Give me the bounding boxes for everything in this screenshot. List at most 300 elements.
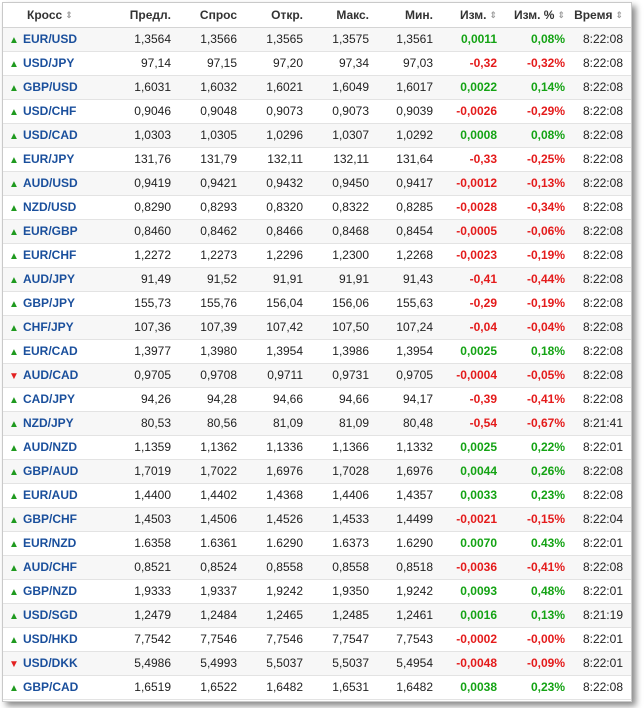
bid-cell: 7,7542 <box>109 627 179 651</box>
pair-cell <box>3 411 109 435</box>
open-cell: 7,7546 <box>245 627 311 651</box>
table-row <box>3 507 631 531</box>
time-cell: 8:22:08 <box>573 387 631 411</box>
time-cell: 8:22:08 <box>573 51 631 75</box>
table-header-row <box>3 3 631 27</box>
ask-cell: 0,9421 <box>179 171 245 195</box>
high-cell: 81,09 <box>311 411 377 435</box>
pair-cell <box>3 291 109 315</box>
pair-link[interactable]: EUR/CHF <box>23 248 77 262</box>
change-cell: -0,54 <box>441 411 505 435</box>
change-cell: -0,0048 <box>441 651 505 675</box>
pair-link[interactable]: USD/CHF <box>23 104 77 118</box>
bid-cell: 5,4986 <box>109 651 179 675</box>
change-pct-cell: -0,05% <box>505 363 573 387</box>
low-cell: 0,9417 <box>377 171 441 195</box>
ask-cell: 155,76 <box>179 291 245 315</box>
bid-cell: 91,49 <box>109 267 179 291</box>
table-row <box>3 243 631 267</box>
table-row <box>3 627 631 651</box>
currency-rates-table <box>3 3 631 700</box>
bid-cell: 80,53 <box>109 411 179 435</box>
header-change-pct-label: Изм. % <box>513 7 555 22</box>
pair-cell <box>3 579 109 603</box>
open-cell: 1,6482 <box>245 675 311 699</box>
high-cell: 97,34 <box>311 51 377 75</box>
low-cell: 107,24 <box>377 315 441 339</box>
low-cell: 0,9039 <box>377 99 441 123</box>
table-row <box>3 51 631 75</box>
ask-cell: 1,2484 <box>179 603 245 627</box>
header-bid[interactable] <box>109 3 179 27</box>
pair-link[interactable]: NZD/USD <box>23 200 77 214</box>
open-cell: 1,4368 <box>245 483 311 507</box>
time-cell: 8:22:08 <box>573 675 631 699</box>
bid-cell: 0,8521 <box>109 555 179 579</box>
change-pct-cell: 0,26% <box>505 459 573 483</box>
pair-link[interactable]: GBP/AUD <box>23 464 79 478</box>
time-cell: 8:22:01 <box>573 627 631 651</box>
time-cell: 8:22:08 <box>573 483 631 507</box>
ask-cell: 1,6522 <box>179 675 245 699</box>
arrow-up-icon: ▲ <box>9 563 19 574</box>
low-cell: 1,6976 <box>377 459 441 483</box>
pair-link[interactable]: USD/CAD <box>23 128 78 142</box>
pair-cell <box>3 243 109 267</box>
bid-cell: 1,1359 <box>109 435 179 459</box>
bid-cell: 1,4400 <box>109 483 179 507</box>
header-low-label: Мин. <box>405 7 433 22</box>
change-pct-cell: -0,34% <box>505 195 573 219</box>
table-row <box>3 123 631 147</box>
sort-arrows-icon[interactable]: ⇕ <box>615 9 623 20</box>
ask-cell: 0,8462 <box>179 219 245 243</box>
ask-cell: 0,9708 <box>179 363 245 387</box>
high-cell: 1,4533 <box>311 507 377 531</box>
arrow-up-icon: ▲ <box>9 203 19 214</box>
arrow-up-icon: ▲ <box>9 275 19 286</box>
pair-link[interactable]: USD/DKK <box>23 656 78 670</box>
bid-cell: 1,4503 <box>109 507 179 531</box>
bid-cell: 1,6519 <box>109 675 179 699</box>
pair-cell <box>3 627 109 651</box>
pair-cell <box>3 27 109 51</box>
ask-cell: 1.6361 <box>179 531 245 555</box>
arrow-down-icon: ▼ <box>9 371 19 382</box>
pair-link[interactable]: GBP/CHF <box>23 512 77 526</box>
change-cell: 0,0093 <box>441 579 505 603</box>
open-cell: 1,6976 <box>245 459 311 483</box>
high-cell: 1,6531 <box>311 675 377 699</box>
high-cell: 1,1366 <box>311 435 377 459</box>
pair-cell <box>3 603 109 627</box>
time-cell: 8:22:01 <box>573 651 631 675</box>
pair-link[interactable]: GBP/JPY <box>23 296 76 310</box>
pair-link[interactable]: EUR/AUD <box>23 488 78 502</box>
bid-cell: 97,14 <box>109 51 179 75</box>
pair-link[interactable]: CHF/JPY <box>23 320 74 334</box>
pair-cell <box>3 483 109 507</box>
pair-cell <box>3 123 109 147</box>
open-cell: 132,11 <box>245 147 311 171</box>
high-cell: 0,8322 <box>311 195 377 219</box>
table-row <box>3 555 631 579</box>
high-cell: 1,6049 <box>311 75 377 99</box>
change-pct-cell: -0,41% <box>505 555 573 579</box>
low-cell: 97,03 <box>377 51 441 75</box>
time-cell: 8:22:01 <box>573 531 631 555</box>
ask-cell: 1,6032 <box>179 75 245 99</box>
pair-link[interactable]: GBP/USD <box>23 80 78 94</box>
table-row <box>3 27 631 51</box>
ask-cell: 1,7022 <box>179 459 245 483</box>
change-pct-cell: -0,44% <box>505 267 573 291</box>
arrow-up-icon: ▲ <box>9 467 19 478</box>
header-bid-label: Предл. <box>129 7 171 22</box>
time-cell: 8:22:08 <box>573 147 631 171</box>
table-row <box>3 675 631 699</box>
change-cell: 0,0025 <box>441 339 505 363</box>
high-cell: 0,9731 <box>311 363 377 387</box>
high-cell: 91,91 <box>311 267 377 291</box>
header-pair[interactable] <box>3 3 109 27</box>
bid-cell: 1,2272 <box>109 243 179 267</box>
high-cell: 1,3575 <box>311 27 377 51</box>
table-row <box>3 267 631 291</box>
low-cell: 1,1332 <box>377 435 441 459</box>
ask-cell: 94,28 <box>179 387 245 411</box>
change-cell: -0,0002 <box>441 627 505 651</box>
bid-cell: 1,6031 <box>109 75 179 99</box>
time-cell: 8:22:08 <box>573 195 631 219</box>
high-cell: 1,2485 <box>311 603 377 627</box>
time-cell: 8:22:08 <box>573 339 631 363</box>
pair-link[interactable]: GBP/NZD <box>23 584 77 598</box>
open-cell: 0,9432 <box>245 171 311 195</box>
low-cell: 0,8454 <box>377 219 441 243</box>
time-cell: 8:22:08 <box>573 171 631 195</box>
open-cell: 107,42 <box>245 315 311 339</box>
change-cell: -0,0028 <box>441 195 505 219</box>
low-cell: 94,17 <box>377 387 441 411</box>
change-pct-cell: 0,23% <box>505 675 573 699</box>
bid-cell: 94,26 <box>109 387 179 411</box>
open-cell: 0,8558 <box>245 555 311 579</box>
header-high[interactable] <box>311 3 377 27</box>
change-pct-cell: 0,08% <box>505 27 573 51</box>
change-pct-cell: -0,00% <box>505 627 573 651</box>
change-pct-cell: -0,25% <box>505 147 573 171</box>
low-cell: 0,8518 <box>377 555 441 579</box>
high-cell: 1.6373 <box>311 531 377 555</box>
low-cell: 1,6017 <box>377 75 441 99</box>
table-row <box>3 603 631 627</box>
change-pct-cell: 0,48% <box>505 579 573 603</box>
arrow-up-icon: ▲ <box>9 539 19 550</box>
pair-cell <box>3 195 109 219</box>
bid-cell: 0,8290 <box>109 195 179 219</box>
pair-link[interactable]: EUR/NZD <box>23 536 77 550</box>
open-cell: 91,91 <box>245 267 311 291</box>
time-cell: 8:22:08 <box>573 291 631 315</box>
low-cell: 1,4357 <box>377 483 441 507</box>
change-pct-cell: -0,32% <box>505 51 573 75</box>
change-pct-cell: 0,14% <box>505 75 573 99</box>
open-cell: 1,2296 <box>245 243 311 267</box>
pair-link[interactable]: AUD/JPY <box>23 272 76 286</box>
sort-arrows-icon[interactable]: ⇕ <box>65 9 73 20</box>
change-cell: -0,04 <box>441 315 505 339</box>
change-cell: 0,0011 <box>441 27 505 51</box>
change-cell: -0,29 <box>441 291 505 315</box>
pair-cell <box>3 339 109 363</box>
ask-cell: 91,52 <box>179 267 245 291</box>
header-change[interactable] <box>441 3 505 27</box>
time-cell: 8:21:41 <box>573 411 631 435</box>
change-pct-cell: -0,15% <box>505 507 573 531</box>
high-cell: 1,7028 <box>311 459 377 483</box>
header-ask[interactable] <box>179 3 245 27</box>
ask-cell: 1,4506 <box>179 507 245 531</box>
change-cell: -0,0012 <box>441 171 505 195</box>
low-cell: 1,2268 <box>377 243 441 267</box>
pair-cell <box>3 435 109 459</box>
bid-cell: 155,73 <box>109 291 179 315</box>
high-cell: 132,11 <box>311 147 377 171</box>
open-cell: 1,3565 <box>245 27 311 51</box>
time-cell: 8:22:08 <box>573 75 631 99</box>
pair-cell <box>3 51 109 75</box>
high-cell: 156,06 <box>311 291 377 315</box>
sort-arrows-icon[interactable]: ⇕ <box>489 9 497 20</box>
ask-cell: 1,3980 <box>179 339 245 363</box>
table-row <box>3 363 631 387</box>
bid-cell: 0,9046 <box>109 99 179 123</box>
change-cell: -0,32 <box>441 51 505 75</box>
arrow-up-icon: ▲ <box>9 635 19 646</box>
pair-cell <box>3 555 109 579</box>
arrow-up-icon: ▲ <box>9 587 19 598</box>
change-cell: 0,0016 <box>441 603 505 627</box>
table-row <box>3 459 631 483</box>
bid-cell: 107,36 <box>109 315 179 339</box>
arrow-up-icon: ▲ <box>9 683 19 694</box>
pair-cell <box>3 147 109 171</box>
table-row <box>3 315 631 339</box>
ask-cell: 1,1362 <box>179 435 245 459</box>
open-cell: 1,4526 <box>245 507 311 531</box>
header-pair-label: Кросс <box>27 7 63 22</box>
bid-cell: 1,9333 <box>109 579 179 603</box>
header-change-label: Изм. <box>459 7 487 22</box>
change-cell: -0,39 <box>441 387 505 411</box>
change-cell: -0,0021 <box>441 507 505 531</box>
time-cell: 8:22:08 <box>573 555 631 579</box>
sort-arrows-icon[interactable]: ⇕ <box>557 9 565 20</box>
change-pct-cell: 0,22% <box>505 435 573 459</box>
ask-cell: 5,4993 <box>179 651 245 675</box>
ask-cell: 1,0305 <box>179 123 245 147</box>
time-cell: 8:22:04 <box>573 507 631 531</box>
table-row <box>3 147 631 171</box>
table-row <box>3 387 631 411</box>
table-row <box>3 531 631 555</box>
pair-link[interactable]: EUR/CAD <box>23 344 78 358</box>
time-cell: 8:22:08 <box>573 27 631 51</box>
open-cell: 1,9242 <box>245 579 311 603</box>
currency-rates-panel <box>2 2 632 702</box>
arrow-up-icon: ▲ <box>9 491 19 502</box>
low-cell: 131,64 <box>377 147 441 171</box>
pair-cell <box>3 459 109 483</box>
pair-cell <box>3 651 109 675</box>
header-time[interactable] <box>573 3 631 27</box>
header-ask-label: Спрос <box>199 7 237 22</box>
bid-cell: 1,3977 <box>109 339 179 363</box>
ask-cell: 1,2273 <box>179 243 245 267</box>
pair-cell <box>3 675 109 699</box>
open-cell: 1,3954 <box>245 339 311 363</box>
open-cell: 1.6290 <box>245 531 311 555</box>
pair-cell <box>3 171 109 195</box>
pair-cell <box>3 99 109 123</box>
header-time-label: Время <box>574 7 613 22</box>
bid-cell: 0,9419 <box>109 171 179 195</box>
time-cell: 8:22:08 <box>573 459 631 483</box>
time-cell: 8:22:08 <box>573 219 631 243</box>
open-cell: 0,8320 <box>245 195 311 219</box>
pair-cell <box>3 267 109 291</box>
ask-cell: 1,9337 <box>179 579 245 603</box>
high-cell: 0,9073 <box>311 99 377 123</box>
bid-cell: 1.6358 <box>109 531 179 555</box>
pair-cell <box>3 315 109 339</box>
change-pct-cell: -0,09% <box>505 651 573 675</box>
ask-cell: 131,79 <box>179 147 245 171</box>
pair-cell <box>3 219 109 243</box>
arrow-up-icon: ▲ <box>9 227 19 238</box>
bid-cell: 1,7019 <box>109 459 179 483</box>
arrow-up-icon: ▲ <box>9 611 19 622</box>
table-row <box>3 99 631 123</box>
bid-cell: 0,9705 <box>109 363 179 387</box>
pair-link[interactable]: EUR/JPY <box>23 152 75 166</box>
ask-cell: 97,15 <box>179 51 245 75</box>
low-cell: 155,63 <box>377 291 441 315</box>
high-cell: 107,50 <box>311 315 377 339</box>
arrow-up-icon: ▲ <box>9 395 19 406</box>
table-row <box>3 651 631 675</box>
arrow-up-icon: ▲ <box>9 347 19 358</box>
table-row <box>3 195 631 219</box>
arrow-up-icon: ▲ <box>9 443 19 454</box>
low-cell: 1,3954 <box>377 339 441 363</box>
header-open[interactable] <box>245 3 311 27</box>
change-cell: -0,0023 <box>441 243 505 267</box>
table-row <box>3 411 631 435</box>
pair-link[interactable]: USD/HKD <box>23 632 78 646</box>
change-pct-cell: 0.43% <box>505 531 573 555</box>
pair-link[interactable]: AUD/CAD <box>23 368 79 382</box>
low-cell: 1,0292 <box>377 123 441 147</box>
change-pct-cell: -0,41% <box>505 387 573 411</box>
table-row <box>3 75 631 99</box>
open-cell: 94,66 <box>245 387 311 411</box>
change-cell: -0,33 <box>441 147 505 171</box>
pair-link[interactable]: CAD/JPY <box>23 392 76 406</box>
pair-link[interactable]: AUD/CHF <box>23 560 77 574</box>
low-cell: 0,8285 <box>377 195 441 219</box>
pair-link[interactable]: EUR/GBP <box>23 224 78 238</box>
arrow-up-icon: ▲ <box>9 251 19 262</box>
header-change-pct[interactable] <box>505 3 573 27</box>
high-cell: 1,0307 <box>311 123 377 147</box>
pair-cell <box>3 75 109 99</box>
arrow-up-icon: ▲ <box>9 155 19 166</box>
high-cell: 94,66 <box>311 387 377 411</box>
change-cell: -0,41 <box>441 267 505 291</box>
low-cell: 1,6482 <box>377 675 441 699</box>
change-cell: 0,0008 <box>441 123 505 147</box>
change-pct-cell: 0,23% <box>505 483 573 507</box>
pair-link[interactable]: AUD/USD <box>23 176 78 190</box>
arrow-up-icon: ▲ <box>9 107 19 118</box>
change-cell: 0,0038 <box>441 675 505 699</box>
arrow-up-icon: ▲ <box>9 299 19 310</box>
table-row <box>3 219 631 243</box>
change-pct-cell: -0,67% <box>505 411 573 435</box>
change-cell: 0,0025 <box>441 435 505 459</box>
time-cell: 8:21:19 <box>573 603 631 627</box>
arrow-up-icon: ▲ <box>9 59 19 70</box>
bid-cell: 1,0303 <box>109 123 179 147</box>
low-cell: 1,4499 <box>377 507 441 531</box>
high-cell: 1,9350 <box>311 579 377 603</box>
arrow-up-icon: ▲ <box>9 131 19 142</box>
pair-link[interactable]: USD/JPY <box>23 56 75 70</box>
open-cell: 5,5037 <box>245 651 311 675</box>
low-cell: 1,3561 <box>377 27 441 51</box>
ask-cell: 1,3566 <box>179 27 245 51</box>
low-cell: 1.6290 <box>377 531 441 555</box>
change-cell: 0.0070 <box>441 531 505 555</box>
header-low[interactable] <box>377 3 441 27</box>
open-cell: 1,2465 <box>245 603 311 627</box>
pair-link[interactable]: NZD/JPY <box>23 416 74 430</box>
arrow-up-icon: ▲ <box>9 35 19 46</box>
change-pct-cell: -0,13% <box>505 171 573 195</box>
pair-link[interactable]: AUD/NZD <box>23 440 77 454</box>
pair-link[interactable]: GBP/CAD <box>23 680 79 694</box>
open-cell: 81,09 <box>245 411 311 435</box>
pair-link[interactable]: EUR/USD <box>23 32 78 46</box>
low-cell: 0,9705 <box>377 363 441 387</box>
ask-cell: 80,56 <box>179 411 245 435</box>
table-row <box>3 483 631 507</box>
time-cell: 8:22:01 <box>573 579 631 603</box>
open-cell: 1,1336 <box>245 435 311 459</box>
arrow-up-icon: ▲ <box>9 83 19 94</box>
pair-cell <box>3 531 109 555</box>
low-cell: 5,4954 <box>377 651 441 675</box>
table-row <box>3 291 631 315</box>
change-pct-cell: -0,29% <box>505 99 573 123</box>
high-cell: 7,7547 <box>311 627 377 651</box>
open-cell: 0,9711 <box>245 363 311 387</box>
change-cell: -0,0004 <box>441 363 505 387</box>
pair-link[interactable]: USD/SGD <box>23 608 78 622</box>
change-pct-cell: -0,19% <box>505 243 573 267</box>
